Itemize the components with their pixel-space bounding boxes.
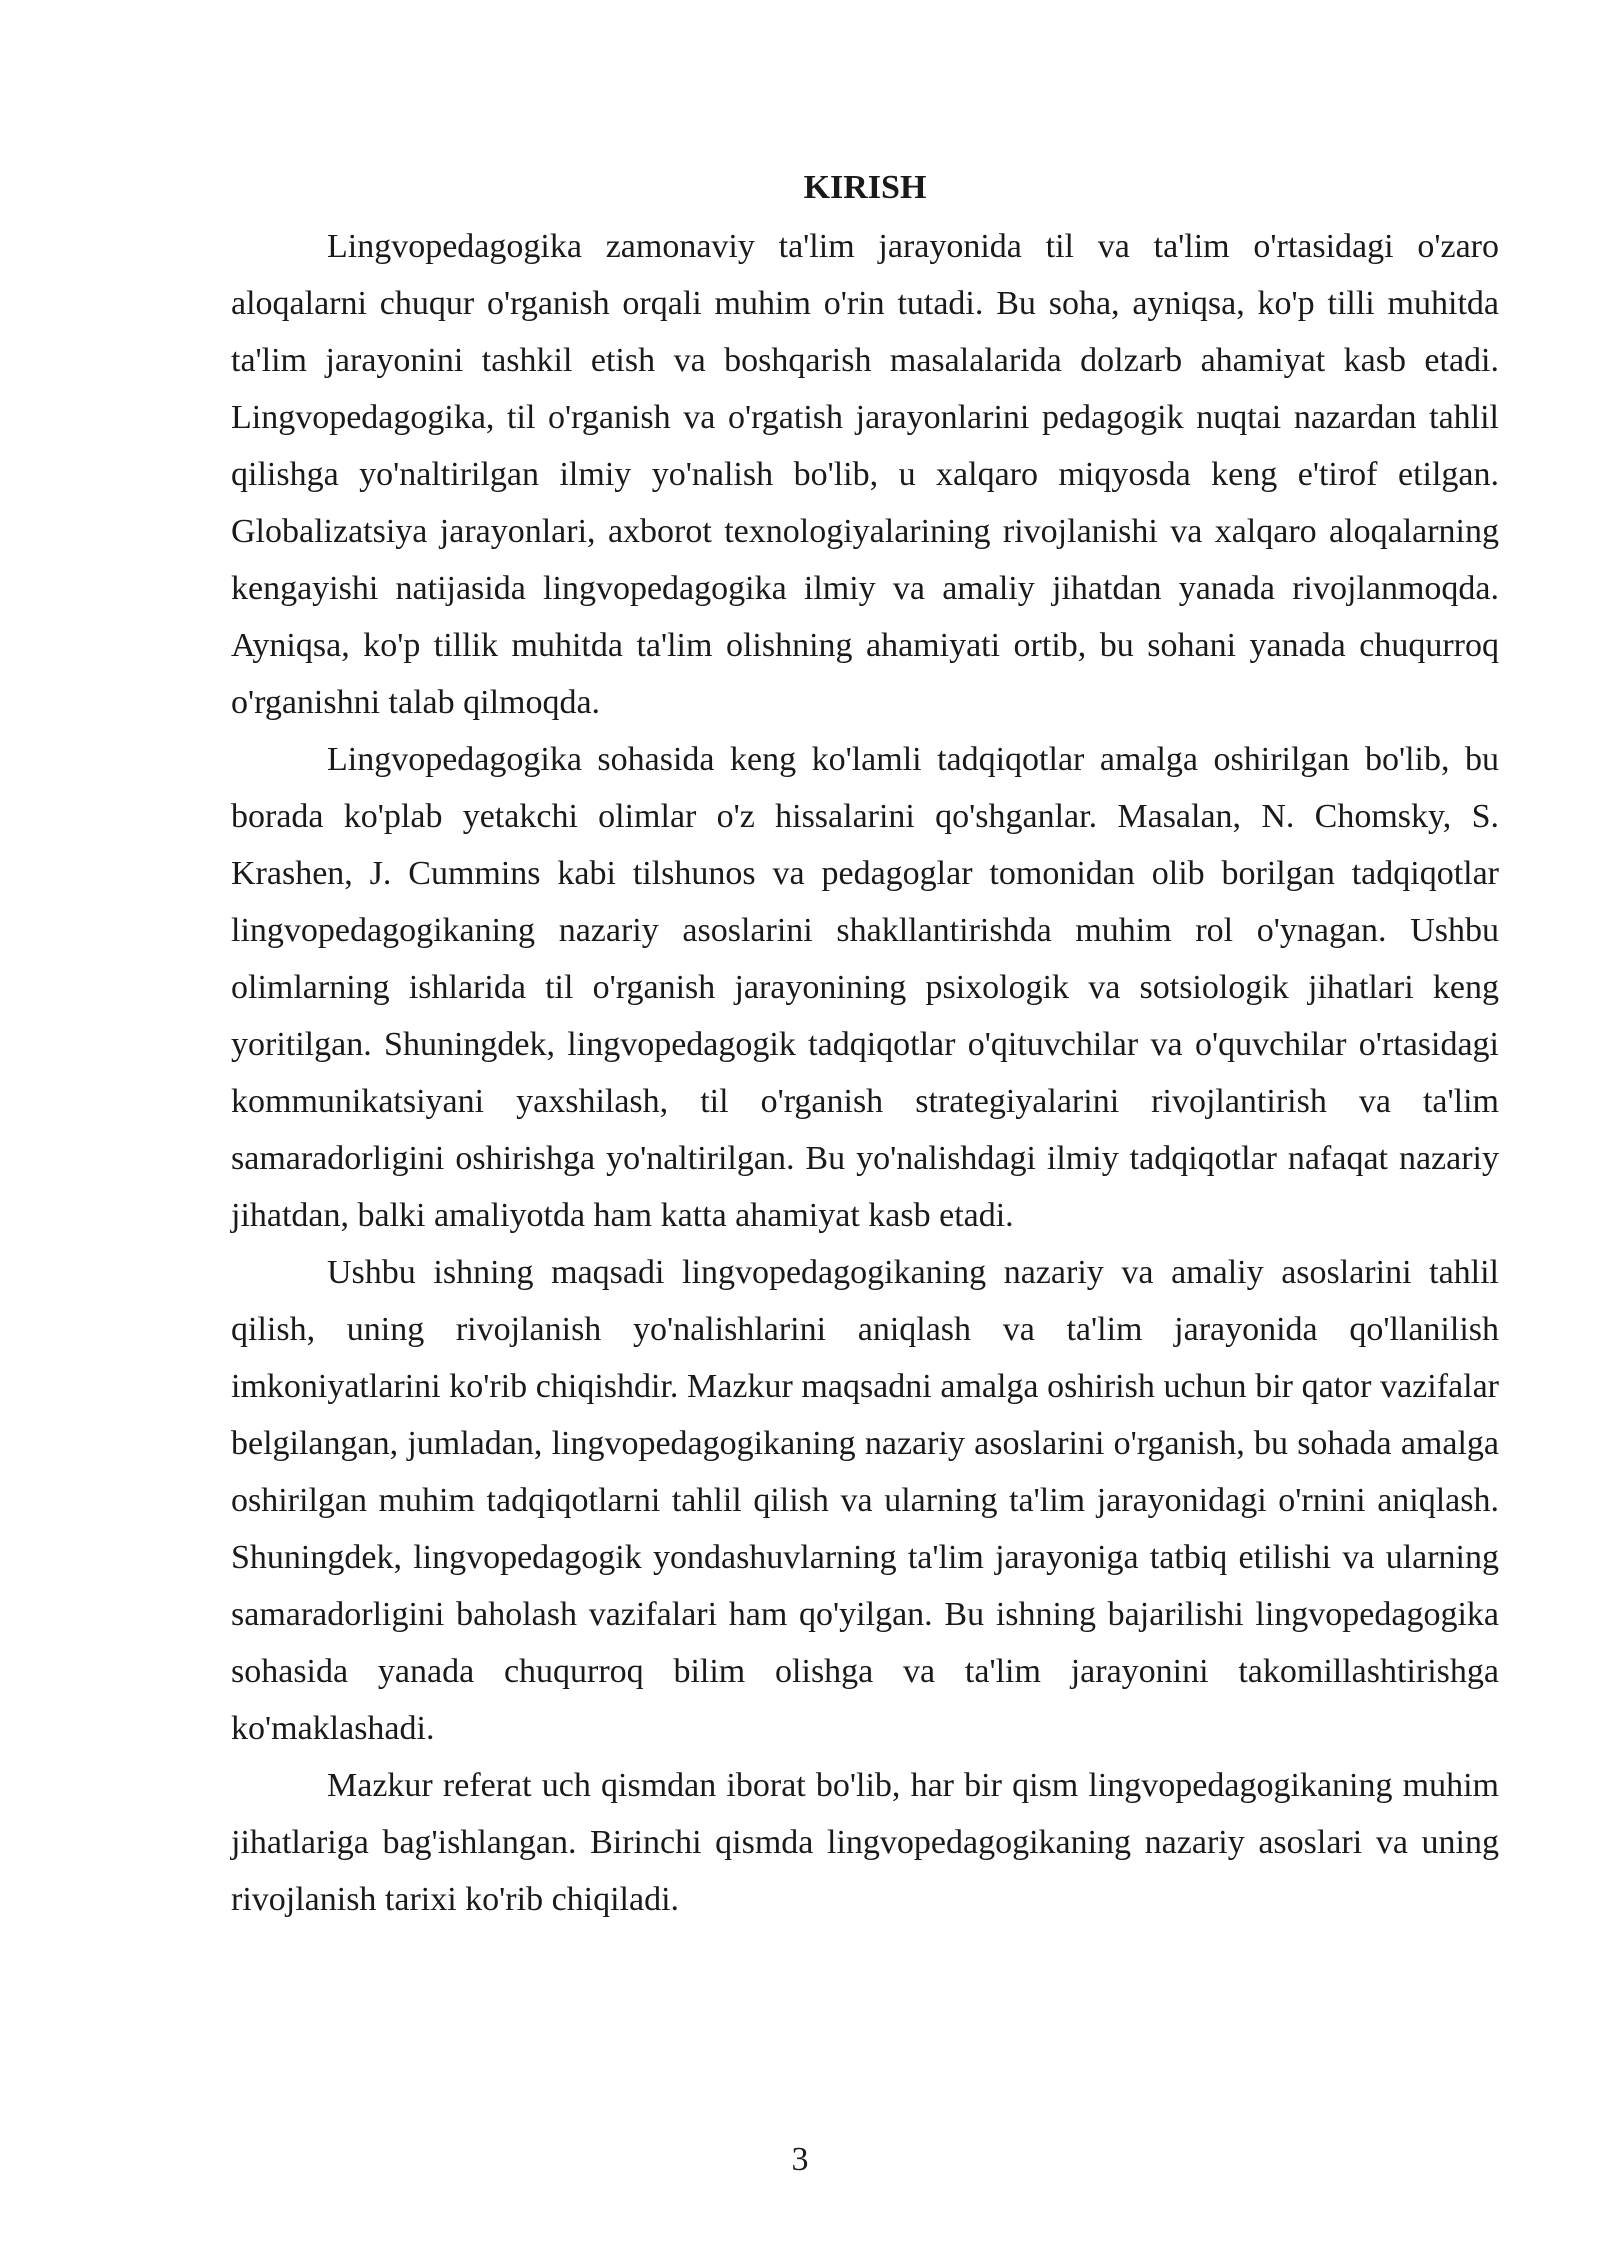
paragraph-1: Lingvopedagogika zamonaviy ta'lim jarayonida til va ta'lim o'rtasidagi o'zaro aloqalarni chuqur o'rganish orqali muhim o'rin tutadi. Bu soha, ayniqsa, ko'p tilli muhitda ta'lim jarayonini tashkil etish va boshqarish masalalarida dolzarb ahamiyat kasb etadi. Lingvopedagogika, til o'rganish va o'rgatish jarayonlarini pedagogik nuqtai nazardan tahlil qilishga yo'naltirilgan ilmiy yo'nalish bo'lib, u xalqaro miqyosda keng e'tirof etilgan. Globalizatsiya jarayonlari, axborot texnologiyalarining rivojlanishi va xalqaro aloqalarning kengayishi natijasida lingvopedagogika ilmiy va amaliy jihatdan yanada rivojlanmoqda. Ayniqsa, ko'p tillik muhitda ta'lim olishning ahamiyati ortib, bu sohani yanada chuqurroq o'rganishni talab qilmoqda.	[231, 228, 1499, 721]
paragraph-3: Ushbu ishning maqsadi lingvopedagogikaning nazariy va amaliy asoslarini tahlil qilish, uning rivojlanish yo'nalishlarini aniqlash va ta'lim jarayonida qo'llanilish imkoniyatlarini ko'rib chiqishdir. Mazkur maqsadni amalga oshirish uchun bir qator vazifalar belgilangan, jumladan, lingvopedagogikaning nazariy asoslarini o'rganish, bu sohada amalga oshirilgan muhim tadqiqotlarni tahlil qilish va ularning ta'lim jarayonidagi o'rnini aniqlash. Shuningdek, lingvopedagogik yondashuvlarning ta'lim jarayoniga tatbiq etilishi va ularning samaradorligini baholash vazifalari ham qo'yilgan. Bu ishning bajarilishi lingvopedagogika sohasida yanada chuqurroq bilim olishga va ta'lim jarayonini takomillashtirishga ko'maklashadi.	[231, 1254, 1499, 1747]
page-number: 3	[791, 2141, 809, 2178]
paragraph-4: Mazkur referat uch qismdan iborat bo'lib, har bir qism lingvopedagogikaning muhim jihatlariga bag'ishlangan. Birinchi qismda lingvopedagogikaning nazariy asoslari va uning rivojlanish tarixi ko'rib chiqiladi.	[231, 1767, 1499, 1918]
section-heading: KIRISH	[803, 169, 927, 206]
page-content	[231, 160, 1499, 1928]
paragraph-2: Lingvopedagogika sohasida keng ko'lamli tadqiqotlar amalga oshirilgan bo'lib, bu borada ko'plab yetakchi olimlar o'z hissalarini qo'shganlar. Masalan, N. Chomsky, S. Krashen, J. Cummins kabi tilshunos va pedagoglar tomonidan olib borilgan tadqiqotlar lingvopedagogikaning nazariy asoslarini shakllantirishda muhim rol o'ynagan. Ushbu olimlarning ishlarida til o'rganish jarayonining psixologik va sotsiologik jihatlari keng yoritilgan. Shuningdek, lingvopedagogik tadqiqotlar o'qituvchilar va o'quvchilar o'rtasidagi kommunikatsiyani yaxshilash, til o'rganish strategiyalarini rivojlantirish va ta'lim samaradorligini oshirishga yo'naltirilgan. Bu yo'nalishdagi ilmiy tadqiqotlar nafaqat nazariy jihatdan, balki amaliyotda ham katta ahamiyat kasb etadi.	[231, 741, 1499, 1234]
